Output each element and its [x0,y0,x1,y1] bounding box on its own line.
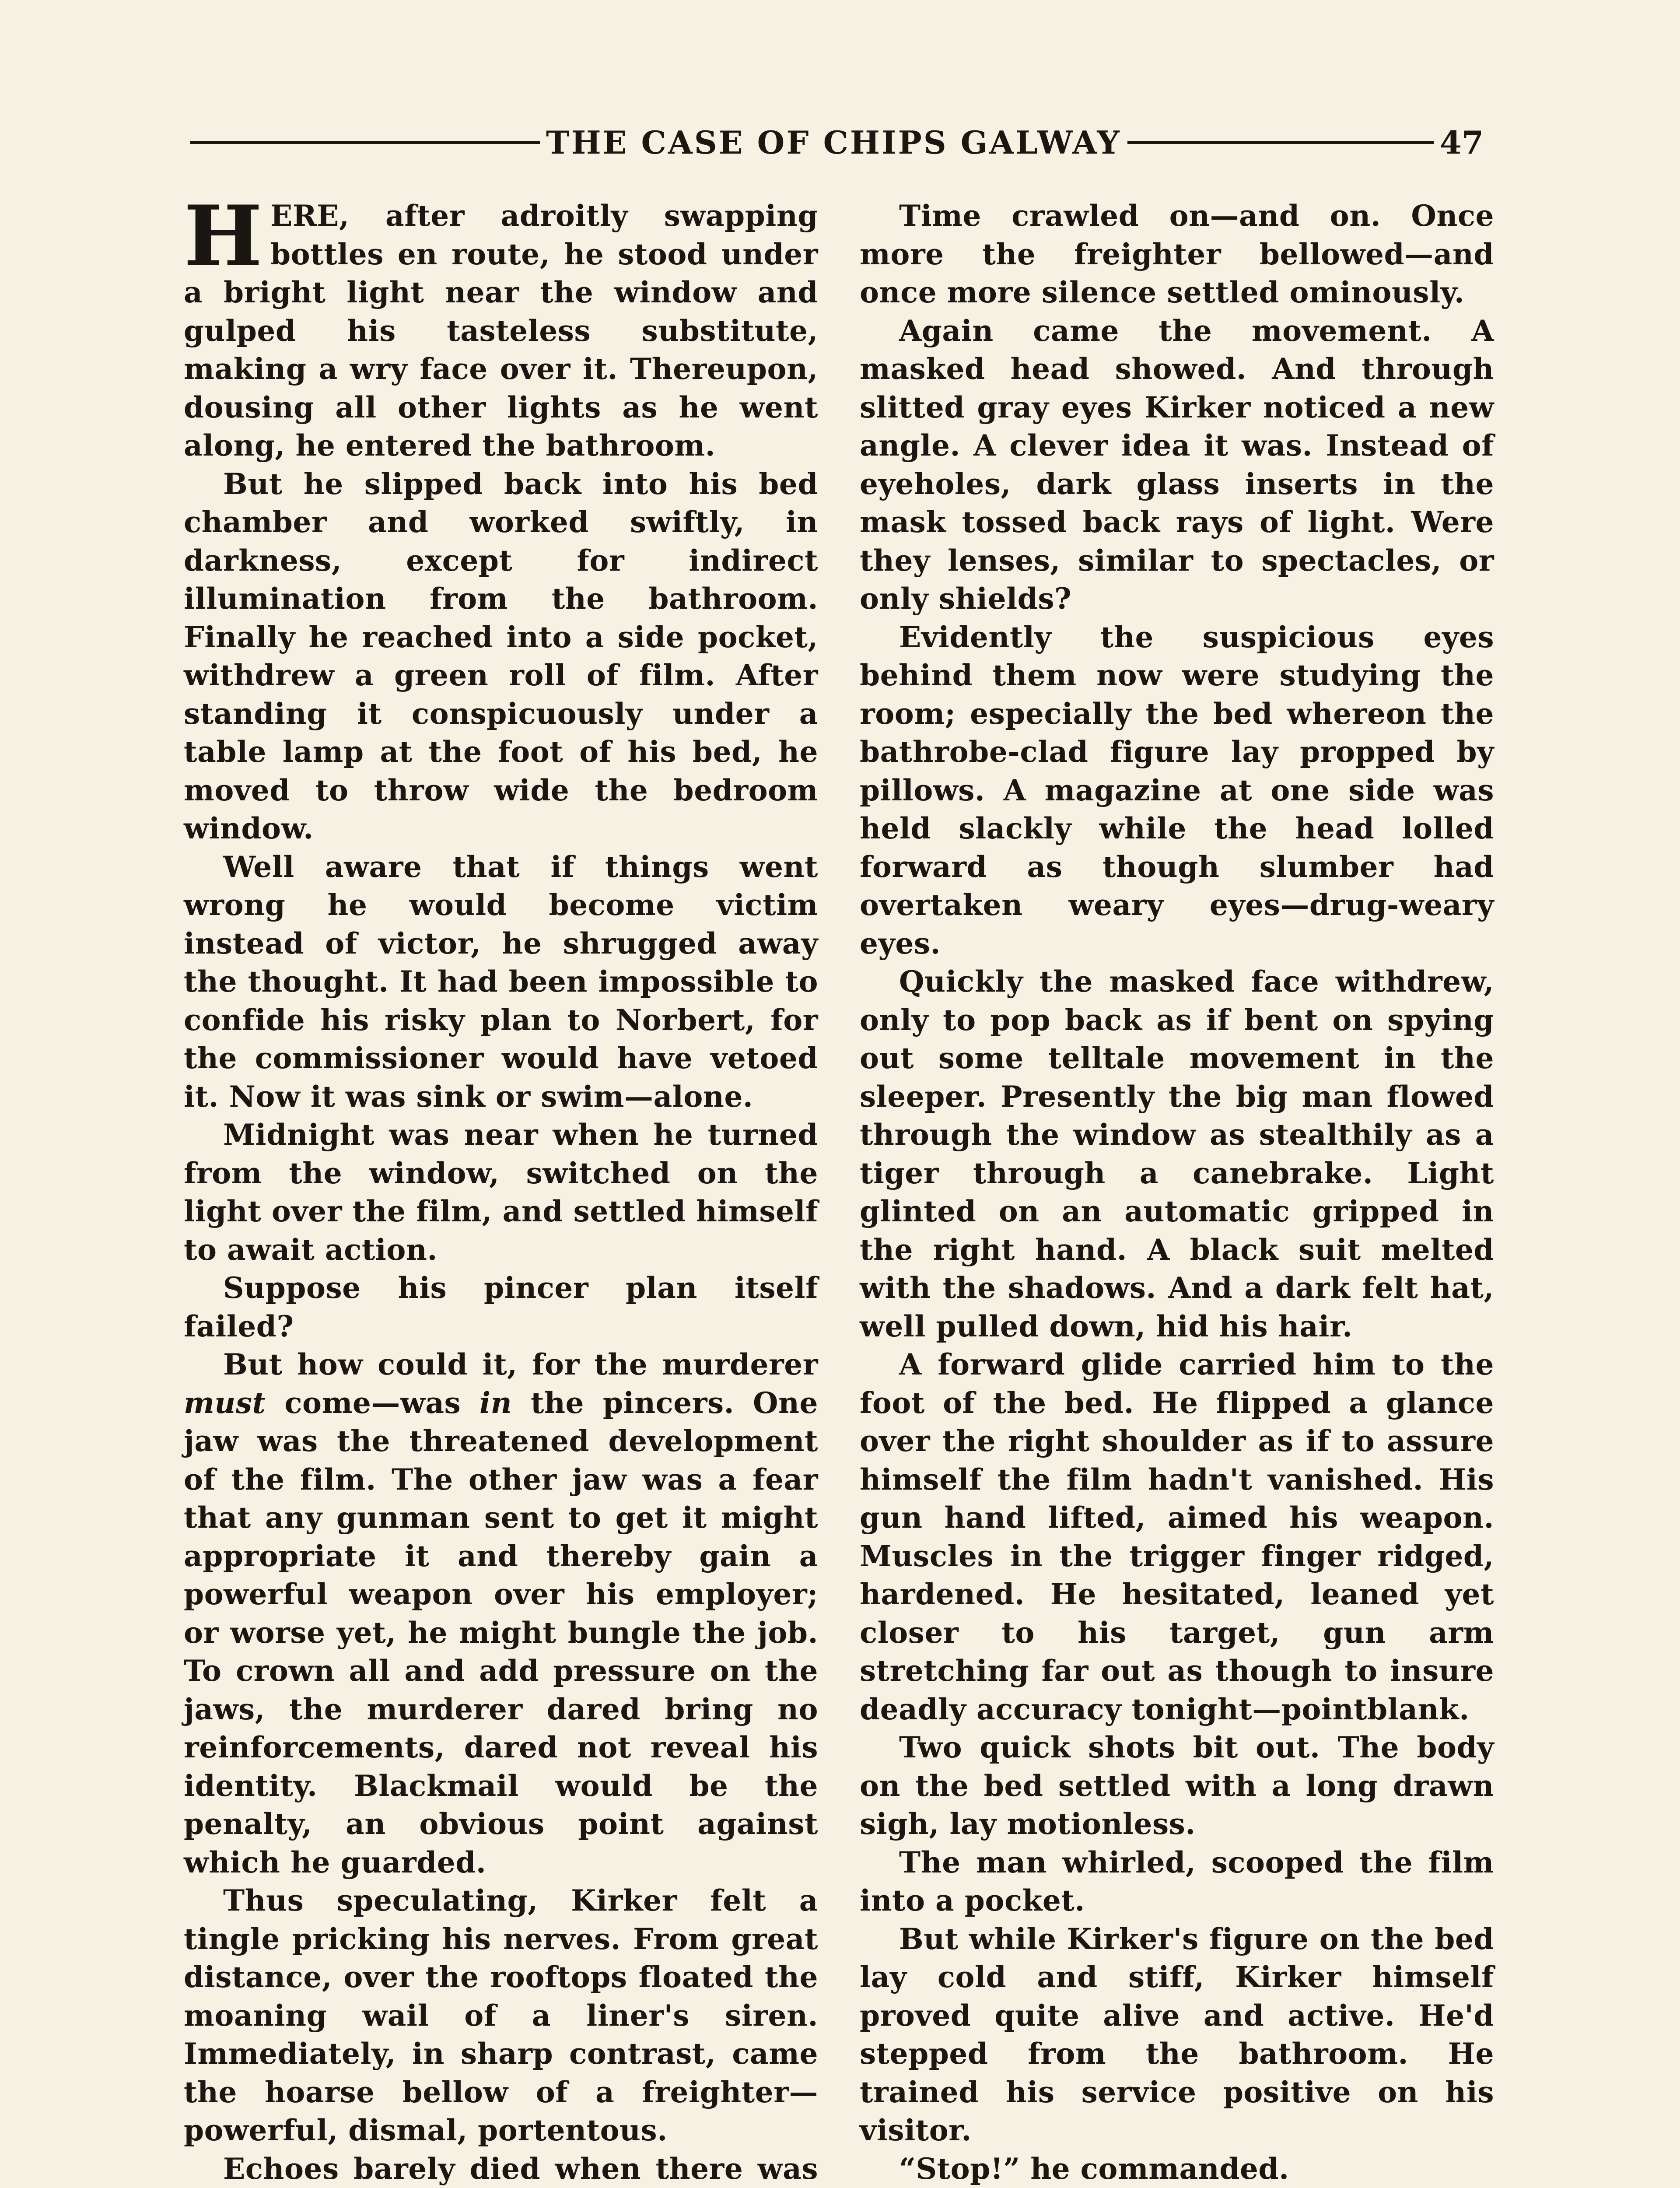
paragraph: Well aware that if things went wrong he would become victim instead of victor, he shrugged away the thought. It had been impossible to confide his risky plan to Norbert, for the commissioner would have vetoed it. Now it was sink or swim—alone. [184,849,818,1114]
running-head [184,118,1492,166]
paragraph: Evidently the suspicious eyes behind them now were studying the room; especially the bed whereon the bathrobe-clad figure lay propped by pillows. A magazine at one side was held slackly while the head lolled forward as though slumber had overtaken weary eyes—drug-weary eyes. [860,620,1494,961]
paragraph-text: after adroitly swapping bottles en route, he stood under a bright light near the window and gulped his tasteless substitute, making a wry face over it. Thereupon, dousing all other lights as he went along, he entered the bathroom. [184,199,818,463]
paragraph-text: But how could it, for the murderer [223,1347,818,1382]
page-number: 47 [1439,123,1484,161]
paragraph: But he slipped back into his bed chamber and worked swiftly, in darkness, except for indirect illumination from the bathroom. Finally he reached into a side pocket, withdrew a green roll of film. After standing it conspicuously under a table lamp at the foot of his bed, he moved to throw wide the bedroom window. [184,466,818,845]
paragraph: Again came the movement. A masked head showed. And through slitted gray eyes Kirker noticed a new angle. A clever idea it was. Instead of eyeholes, dark glass inserts in the mask tossed back rays of light. Were they lenses, similar to spectacles, or only shields? [860,313,1494,616]
paragraph: Two quick shots bit out. The body on the bed settled with a long drawn sigh, lay motionless. [860,1730,1494,1841]
paragraph-text: come—was [266,1385,480,1420]
paragraph: Thus speculating, Kirker felt a tingle pricking his nerves. From great distance, over the rooftops floated the moaning wail of a liner's siren. Immediately, in sharp contrast, came the hoarse bellow of a freighter—powerful, dismal, portentous. [184,1883,818,2147]
paragraph [184,187,818,465]
emphasis: must [184,1385,266,1420]
drop-cap: H [184,187,263,285]
text-column-right [860,197,1494,2188]
story-title: THE CASE OF CHIPS GALWAY [546,123,1121,161]
paragraph: Midnight was near when he turned from the window, switched on the light over the film, and settled himself to await action. [184,1118,818,1267]
header-rule-left [190,141,540,144]
paragraph: Quickly the masked face withdrew, only to pop back as if bent on spying out some telltale movement in the sleeper. Presently the big man flowed through the window as stealthily as a tiger through a canebrake. Light glinted on an automatic gripped in the right hand. A black suit melted with the shadows. And a dark felt hat, well pulled down, hid his hair. [860,964,1494,1343]
paragraph: Echoes barely died when there was [223,2151,818,2186]
paragraph: “Stop!” he commanded. [899,2151,1289,2186]
opening-word: ERE, [270,199,350,233]
header-rule-right [1127,141,1434,144]
text-column-left [184,187,818,2188]
paragraph: But while Kirker's figure on the bed lay cold and stiff, Kirker himself proved quite alive and active. He'd stepped from the bathroom. He trained his service positive on his visitor. [860,1922,1494,2147]
paragraph-text: the pincers. One jaw was the threatened development of the film. The other jaw was a fear that any gunman sent to get it might appropriate it and thereby gain a powerful weapon over his employer; or worse yet, he might bungle the job. To crown all and add pressure on the jaws, the murderer dared bring no reinforcements, dared not reveal his identity. Blackmail would be the penalty, an obvious point against which he guarded. [184,1385,818,1879]
paragraph: A forward glide carried him to the foot of the bed. He flipped a glance over the right shoulder as if to assure himself the film hadn't vanished. His gun hand lifted, aimed his weapon. Muscles in the trigger finger ridged, hardened. He hesitated, leaned yet closer to his target, gun arm stretching far out as though to insure deadly accuracy tonight—pointblank. [860,1347,1494,1726]
paragraph: Suppose his pincer plan itself failed? [184,1271,818,1343]
paragraph: Time crawled on—and on. Once more the freighter bellowed—and once more silence settled ominously. [860,199,1494,309]
paragraph [184,1346,818,1882]
paragraph: The man whirled, scooped the film into a pocket. [860,1845,1494,1918]
emphasis: in [480,1385,512,1420]
